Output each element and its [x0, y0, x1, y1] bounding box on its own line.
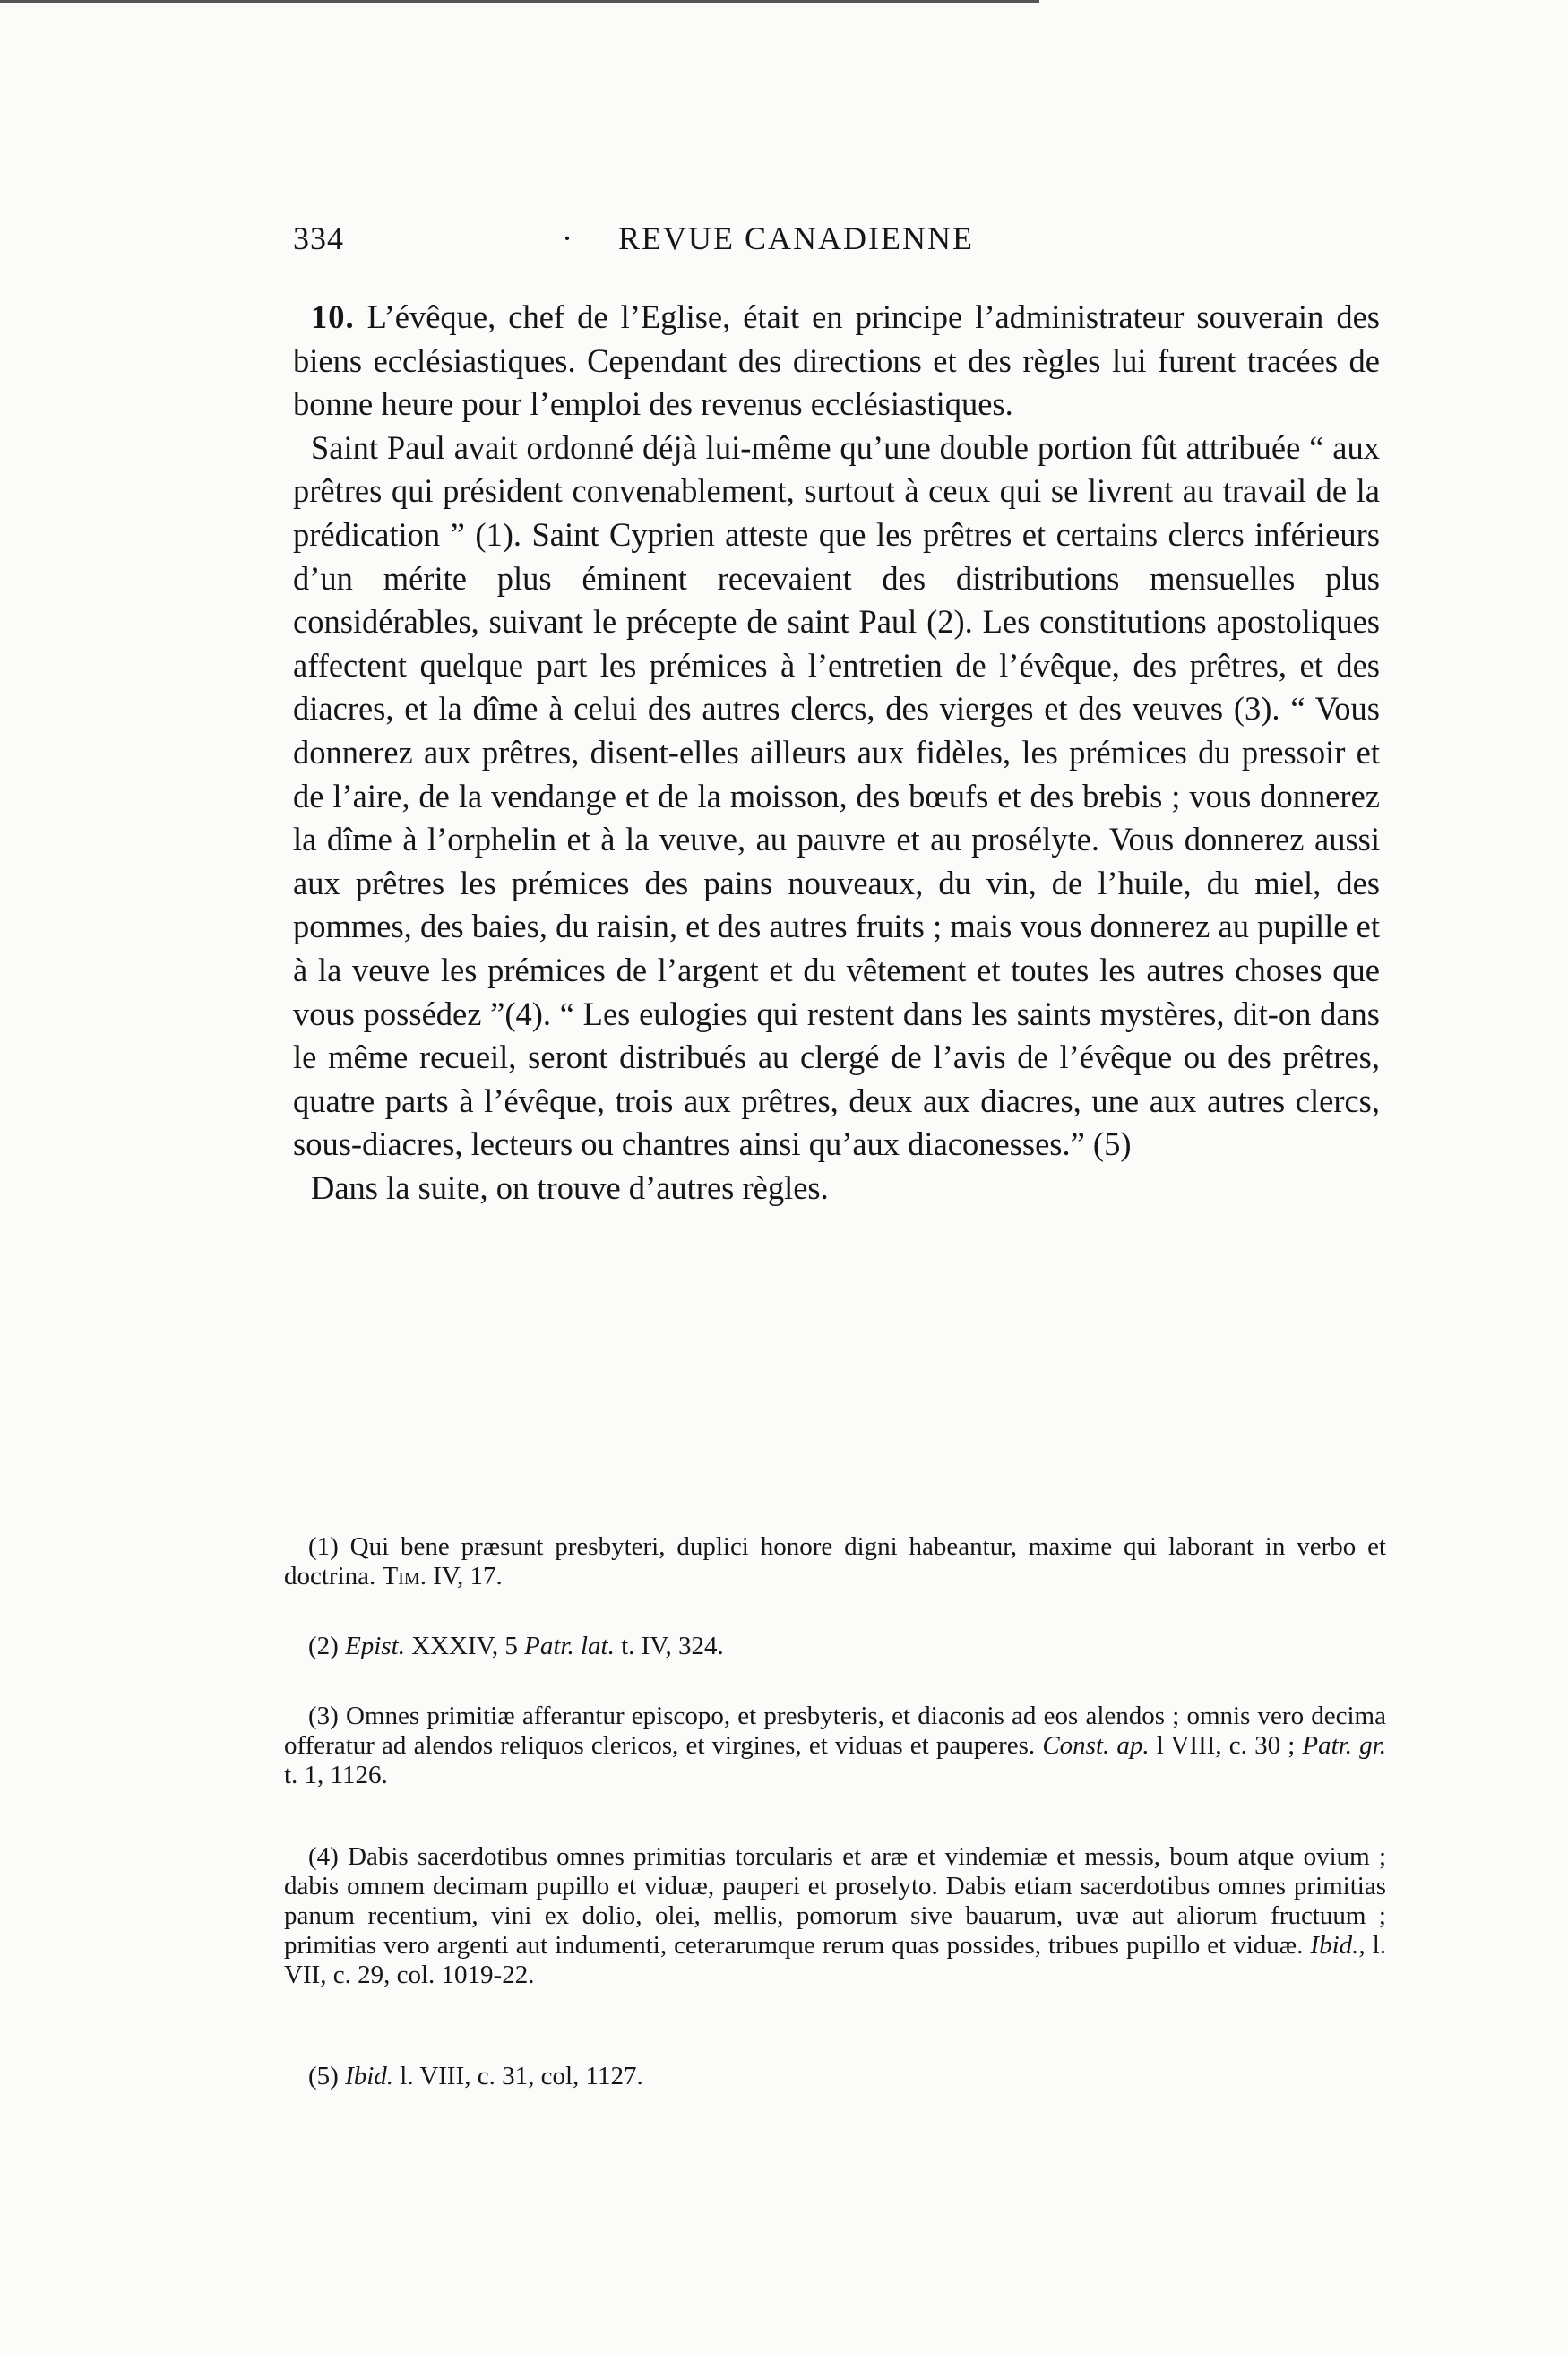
- journal-title: REVUE CANADIENNE: [618, 220, 974, 256]
- footnote-1: [284, 1532, 1386, 1591]
- footnote-1-number: (1): [308, 1532, 339, 1561]
- paragraph-2: Saint Paul avait ordonné déjà lui-même qu’une double portion fût attribuée “ aux prêtres qui président convenablement, surtout à ceux qui se livrent au travail de la prédication ” (1). Saint Cyprien atteste que les prêtres et certains clercs inférieurs d’un mérite plus éminent recevaient des distributions mensuelles plus considérables, suivant le précepte de saint Paul (2). Les constitutions apostoliques affectent quelque part les prémices à l’entretien de l’évêque, des prêtres, et des diacres, et la dîme à celui des autres clercs, des vierges et des veuves (3). “ Vous donnerez aux prêtres, disent-elles ailleurs aux fidèles, les prémices du pressoir et de l’aire, de la vendange et de la moisson, des bœufs et des brebis ; vous donnerez la dîme à l’orphelin et à la veuve, au pauvre et au prosélyte. Vous donnerez aussi aux prêtres les prémices des pains nouveaux, du vin, de l’huile, du miel, des pommes, des baies, du raisin, et des autres fruits ; mais vous donnerez au pupille et à la veuve les prémices de l’argent et du vêtement et toutes les autres choses que vous possédez ”(4). “ Les eulogies qui restent dans les saints mystères, dit-on dans le même recueil, seront distribués au clergé de l’avis de l’évêque ou des prêtres, quatre parts à l’évêque, trois aux prêtres, deux aux diacres, une aux autres clercs, sous-diacres, lecteurs ou chantres ainsi qu’aux diaconesses.” (5): [293, 428, 1380, 1163]
- paragraph-1-text: L’évêque, chef de l’Eglise, était en principe l’administrateur souverain des biens ecclésiastiques. Cependant des directions et des règles lui furent tracées de bonne heure pour l’emploi des revenus ecclésiastiques.: [293, 298, 1380, 423]
- footnote-2-source2: Patr. lat.: [524, 1632, 615, 1660]
- footnote-3-text: Omnes primitiæ afferantur episcopo, et presbyteris, et diaconis ad eos alendos ; omnis vero decima offeratur ad alendos reliquos clericos, et virgines, et viduas et pauperes.: [284, 1702, 1386, 1760]
- footnote-3: [284, 1702, 1386, 1790]
- footnote-5-number: (5): [308, 2062, 339, 2090]
- footnote-4: [284, 1842, 1386, 1990]
- paragraph-1: [293, 296, 1380, 427]
- footnote-4-number: (4): [308, 1842, 339, 1871]
- paragraph-3: Dans la suite, on trouve d’autres règles.: [311, 1168, 829, 1206]
- footnote-1-ref-tail: . IV, 17.: [419, 1562, 503, 1590]
- footnote-1-ref: Tim: [382, 1562, 420, 1590]
- footnotes: [284, 1532, 1386, 2091]
- section-number: 10.: [311, 298, 355, 335]
- footnote-5-source: Ibid.: [345, 2062, 394, 2090]
- footnote-2-number: (2): [308, 1632, 339, 1660]
- footnote-5-tail: l. VIII, c. 31, col, 1127.: [393, 2062, 643, 2090]
- footnote-2-mid: XXXIV, 5: [404, 1632, 525, 1660]
- footnote-4-source: Ibid.: [1310, 1931, 1359, 1960]
- footnote-3-source2: Patr. gr.: [1302, 1731, 1386, 1760]
- footnote-3-tail: t. 1, 1126.: [284, 1761, 388, 1789]
- header-separator: ·: [562, 220, 573, 256]
- footnote-2-source: Epist.: [345, 1632, 405, 1660]
- footnote-5: [284, 2062, 1386, 2091]
- footnote-4-tail: , l. VII, c. 29, col. 1019-22.: [284, 1931, 1386, 1989]
- footnote-4-text: Dabis sacerdotibus omnes primitias torcularis et aræ et vindemiæ et messis, boum atque ovium ; dabis omnem decimam pupillo et viduæ, pauperi et proselyto. Dabis etiam sacerdotibus omnes primitias panum recentium, vini ex dolio, olei, mellis, pomorum sive bauarum, uvæ aut aliorum fructuum ; primitias vero argenti aut indumenti, ceterarumque rerum quas possides, tribues pupillo et viduæ.: [284, 1842, 1386, 1960]
- footnote-1-text: Qui bene præsunt presbyteri, duplici honore digni habeantur, maxime qui laborant in verbo et doctrina.: [284, 1532, 1386, 1590]
- footnote-2-tail: t. IV, 324.: [614, 1632, 724, 1660]
- footnote-3-source: Const. ap.: [1042, 1731, 1150, 1760]
- footnote-3-mid: l VIII, c. 30 ;: [1149, 1731, 1303, 1760]
- footnote-3-number: (3): [308, 1702, 339, 1730]
- top-edge-rule: [0, 0, 1039, 3]
- page-number: 334: [293, 220, 344, 256]
- footnote-2: [284, 1632, 1386, 1661]
- main-text: [293, 296, 1380, 1210]
